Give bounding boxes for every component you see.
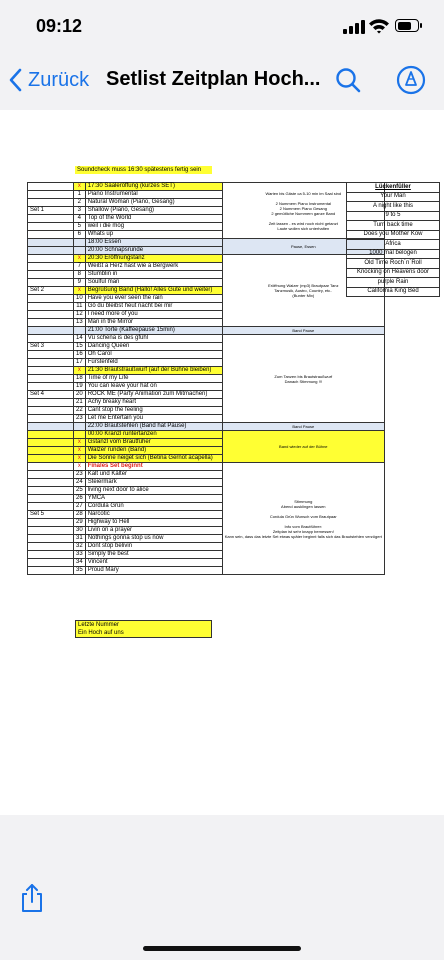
song-title: 00:00 Kranzl runtertanzen [85, 431, 222, 439]
set-label [28, 527, 74, 535]
set-label [28, 447, 74, 455]
song-title: Cant stop the feeling [85, 407, 222, 415]
lueckenfueller-header: Lückenfüller [347, 183, 440, 193]
song-number: x [74, 447, 86, 455]
lueckenfueller-item: Turn back time [347, 221, 440, 231]
status-bar [0, 0, 444, 56]
song-number: 17 [74, 359, 86, 367]
song-number [74, 247, 86, 255]
song-title: Shallow (Piano, Gesang) [85, 207, 222, 215]
share-icon[interactable] [20, 883, 44, 913]
setlist-row [28, 327, 385, 335]
set-label [28, 535, 74, 543]
set-label [28, 255, 74, 263]
song-title: Narcotic [85, 511, 222, 519]
lueckenfueller-item: A night like this [347, 202, 440, 212]
song-title: Kalt und Kälter [85, 471, 222, 479]
song-number: 24 [74, 479, 86, 487]
set-label [28, 215, 74, 223]
song-number: 10 [74, 295, 86, 303]
set-label [28, 311, 74, 319]
song-title: Finales Set beginnt [85, 463, 222, 471]
song-title: Oh Carol [85, 351, 222, 359]
song-number: 21 [74, 399, 86, 407]
song-number: 34 [74, 559, 86, 567]
song-title: Soulful man [85, 279, 222, 287]
song-title: Piano Instrumental [85, 191, 222, 199]
set-label [28, 383, 74, 391]
song-title: Steiermark [85, 479, 222, 487]
set-notes: Stimmung Abend ausklingen lassen Cordula Grün Wunsch vom Brautpaar Info vom Brautführer: Zeitplan ist sehr knapp bemessen! Kann sein, dass das letzte Set etwas später beginnt falls sich das Brautstehlen verzögert [222, 463, 384, 575]
set-label: Set 3 [28, 343, 74, 351]
song-number: 2 [74, 199, 86, 207]
song-title: Have you ever seen the rain [85, 295, 222, 303]
song-title: 20:30 Eröffnungstanz [85, 255, 222, 263]
set-label [28, 503, 74, 511]
setlist-row [28, 183, 385, 191]
set-label [28, 479, 74, 487]
song-title: Fürstenfeld [85, 359, 222, 367]
set-label [28, 471, 74, 479]
setlist-row [28, 463, 385, 471]
song-number: 13 [74, 319, 86, 327]
song-title: Weißt a Herz hast wie a Bergwerk [85, 263, 222, 271]
song-title: Time of my Life [85, 375, 222, 383]
song-title: Livin on a prayer [85, 527, 222, 535]
song-title: Vü schena is des gfühl [85, 335, 222, 343]
set-label [28, 367, 74, 375]
set-label: Set 2 [28, 287, 74, 295]
song-number: 25 [74, 487, 86, 495]
setlist-row [28, 239, 385, 247]
document-page [0, 110, 444, 815]
song-title: 21:00 Torte (Kaffeepause 15min) [85, 327, 222, 335]
song-number: x [74, 439, 86, 447]
song-title: Dancing Queen [85, 343, 222, 351]
song-title: Walzer runden (Band) [85, 447, 222, 455]
set-label [28, 247, 74, 255]
set-label [28, 327, 74, 335]
song-number: 4 [74, 215, 86, 223]
setlist-row [28, 423, 385, 431]
song-number: 27 [74, 503, 86, 511]
lueckenfueller-item: California King Bed [347, 287, 440, 297]
song-number: x [74, 463, 86, 471]
set-label [28, 559, 74, 567]
song-number: 8 [74, 271, 86, 279]
song-title: ROCK ME (Party Animation zum Mitmachen) [85, 391, 222, 399]
song-title: Achy breaky heart [85, 399, 222, 407]
soundcheck-note: Soundcheck muss 16:30 spätestens fertig sein [75, 166, 212, 174]
set-label: Set 1 [28, 207, 74, 215]
song-number: 32 [74, 543, 86, 551]
song-number: 11 [74, 303, 86, 311]
song-title: Highway to Hell [85, 519, 222, 527]
set-label [28, 239, 74, 247]
set-label [28, 295, 74, 303]
song-number: 31 [74, 535, 86, 543]
set-label [28, 183, 74, 191]
song-number: 3 [74, 207, 86, 215]
back-label: Zurück [28, 68, 90, 91]
last-number-song: Ein Hoch auf uns [78, 630, 124, 636]
chevron-left-icon [8, 68, 22, 92]
song-number: 23 [74, 415, 86, 423]
song-title: Top of the World [85, 215, 222, 223]
song-number: 14 [74, 335, 86, 343]
set-notes: Zum Tanzen bis Brautstraußwurf Danach Stimmung !!! [222, 335, 384, 423]
song-number: x [74, 255, 86, 263]
song-number: 35 [74, 567, 86, 575]
set-label [28, 351, 74, 359]
set-label [28, 359, 74, 367]
song-number [74, 327, 86, 335]
song-title: Gstanzl vom Brautfüher [85, 439, 222, 447]
song-number: 12 [74, 311, 86, 319]
set-label [28, 191, 74, 199]
song-title: Whats up [85, 231, 222, 239]
setlist-document [0, 110, 444, 815]
set-label [28, 567, 74, 575]
bottom-toolbar [0, 815, 444, 960]
setlist-table [27, 182, 385, 575]
song-title: living next door to alice [85, 487, 222, 495]
search-icon[interactable] [334, 66, 362, 94]
set-label [28, 463, 74, 471]
set-label [28, 551, 74, 559]
wifi-icon [368, 18, 390, 34]
set-label [28, 223, 74, 231]
song-number: 28 [74, 511, 86, 519]
markup-pen-icon[interactable] [396, 65, 426, 95]
song-number: 29 [74, 519, 86, 527]
set-notes: Band wieder auf der Bühne [222, 431, 384, 463]
set-label [28, 319, 74, 327]
lueckenfueller-item: 9 to 5 [347, 211, 440, 221]
song-number: 19 [74, 383, 86, 391]
song-title: 21:30 Brautstraußwurf (auf der Bühne bleiben) [85, 367, 222, 375]
lueckenfueller-item: Africa [347, 240, 440, 250]
set-notes: Band Pause [222, 327, 384, 335]
lueckenfueller-item: Your Man [347, 192, 440, 202]
song-title: Cordula Grün [85, 503, 222, 511]
set-label [28, 303, 74, 311]
set-label [28, 423, 74, 431]
set-label [28, 335, 74, 343]
back-button[interactable] [8, 66, 89, 94]
song-title: 22:00 Brautstehlen (Band hat Pause) [85, 423, 222, 431]
set-label [28, 263, 74, 271]
set-label [28, 279, 74, 287]
song-title: Vincent [85, 559, 222, 567]
last-number-label: Letzte Nummer [78, 622, 120, 628]
page-title: Setlist Zeitplan Hoch... [106, 68, 321, 90]
song-number: 22 [74, 407, 86, 415]
song-number: 30 [74, 527, 86, 535]
lueckenfueller-item: 1000 mal belogen [347, 249, 440, 259]
navigation-bar [0, 56, 444, 102]
set-notes: Pause, Essen [222, 239, 384, 255]
song-number: 6 [74, 231, 86, 239]
song-number: x [74, 183, 86, 191]
song-number: 20 [74, 391, 86, 399]
set-notes: Warten bis Gäste ca 5-10 min im Saal sind 2 Nummern Piano Instrumental 2 Nummern Piano Gesang 2 gemütliche Nummern ganze Band Zeit lassen - es wird noch nicht getanzt Laute wollen sich unterhalten [222, 183, 384, 239]
song-number: x [74, 367, 86, 375]
cellular-signal-icon [343, 20, 365, 34]
lueckenfueller-item: Does you Mother Kow [347, 230, 440, 240]
set-label [28, 431, 74, 439]
song-number: 15 [74, 343, 86, 351]
set-label [28, 439, 74, 447]
set-notes: Band Pause [222, 423, 384, 431]
song-title: Dont stop belivin [85, 543, 222, 551]
song-title: Nothings gonna stop us now [85, 535, 222, 543]
set-label [28, 199, 74, 207]
song-number: 16 [74, 351, 86, 359]
set-label [28, 231, 74, 239]
song-number: 1 [74, 191, 86, 199]
setlist-row [28, 255, 385, 263]
set-notes: Eröffnung Walzer (mp3) Brautpaar Tanz Tanzmusik, Austro, Country, etc.. (Bunter Mix) [222, 255, 384, 327]
song-title: Natural Woman (Piano, Gesang) [85, 199, 222, 207]
battery-icon [395, 19, 419, 32]
song-number: 5 [74, 223, 86, 231]
song-number: 7 [74, 263, 86, 271]
lueckenfueller-item: purple Rain [347, 278, 440, 288]
song-title: weil i die mog [85, 223, 222, 231]
set-label [28, 407, 74, 415]
set-label: Set 4 [28, 391, 74, 399]
set-label [28, 415, 74, 423]
song-number: 18 [74, 375, 86, 383]
song-title: I need more of you [85, 311, 222, 319]
lueckenfueller-item: Old Time Roch´n´Roll [347, 259, 440, 269]
song-title: Gö du bleibst heut nacht bei mir [85, 303, 222, 311]
set-label [28, 487, 74, 495]
song-title: 17:30 Saaleröffung (kurzes SET) [85, 183, 222, 191]
song-number [74, 431, 86, 439]
set-label [28, 455, 74, 463]
song-title: 20:00 Schnapsrunde [85, 247, 222, 255]
song-title: Man in the Mirror [85, 319, 222, 327]
set-label [28, 519, 74, 527]
song-number: 26 [74, 495, 86, 503]
setlist-row [28, 335, 385, 343]
lueckenfueller-table [346, 182, 440, 297]
set-label: Set 5 [28, 511, 74, 519]
song-title: Stumblin in [85, 271, 222, 279]
song-title: Simply the best [85, 551, 222, 559]
song-title: Begrüßung Band (Hallo! Alles Gute und weiter) [85, 287, 222, 295]
status-time: 09:12 [36, 16, 83, 36]
lueckenfueller-item: Knocking on Heavens door [347, 268, 440, 278]
set-label [28, 495, 74, 503]
song-title: YMCA [85, 495, 222, 503]
song-title: Let me Entertain you [85, 415, 222, 423]
set-label [28, 543, 74, 551]
song-number: 9 [74, 279, 86, 287]
home-indicator[interactable] [143, 946, 301, 951]
song-number: 33 [74, 551, 86, 559]
song-title: Die Sonne neiget sich (Betina Gernot acapella) [85, 455, 222, 463]
song-title: You can leave your hat on [85, 383, 222, 391]
song-number [74, 239, 86, 247]
song-title: 18:00 Essen [85, 239, 222, 247]
song-number: x [74, 287, 86, 295]
set-label [28, 271, 74, 279]
song-number: 23 [74, 471, 86, 479]
song-number: x [74, 455, 86, 463]
set-label [28, 375, 74, 383]
set-label [28, 399, 74, 407]
song-title: Proud Mary [85, 567, 222, 575]
setlist-row [28, 431, 385, 439]
song-number [74, 423, 86, 431]
last-number-box [75, 620, 212, 638]
